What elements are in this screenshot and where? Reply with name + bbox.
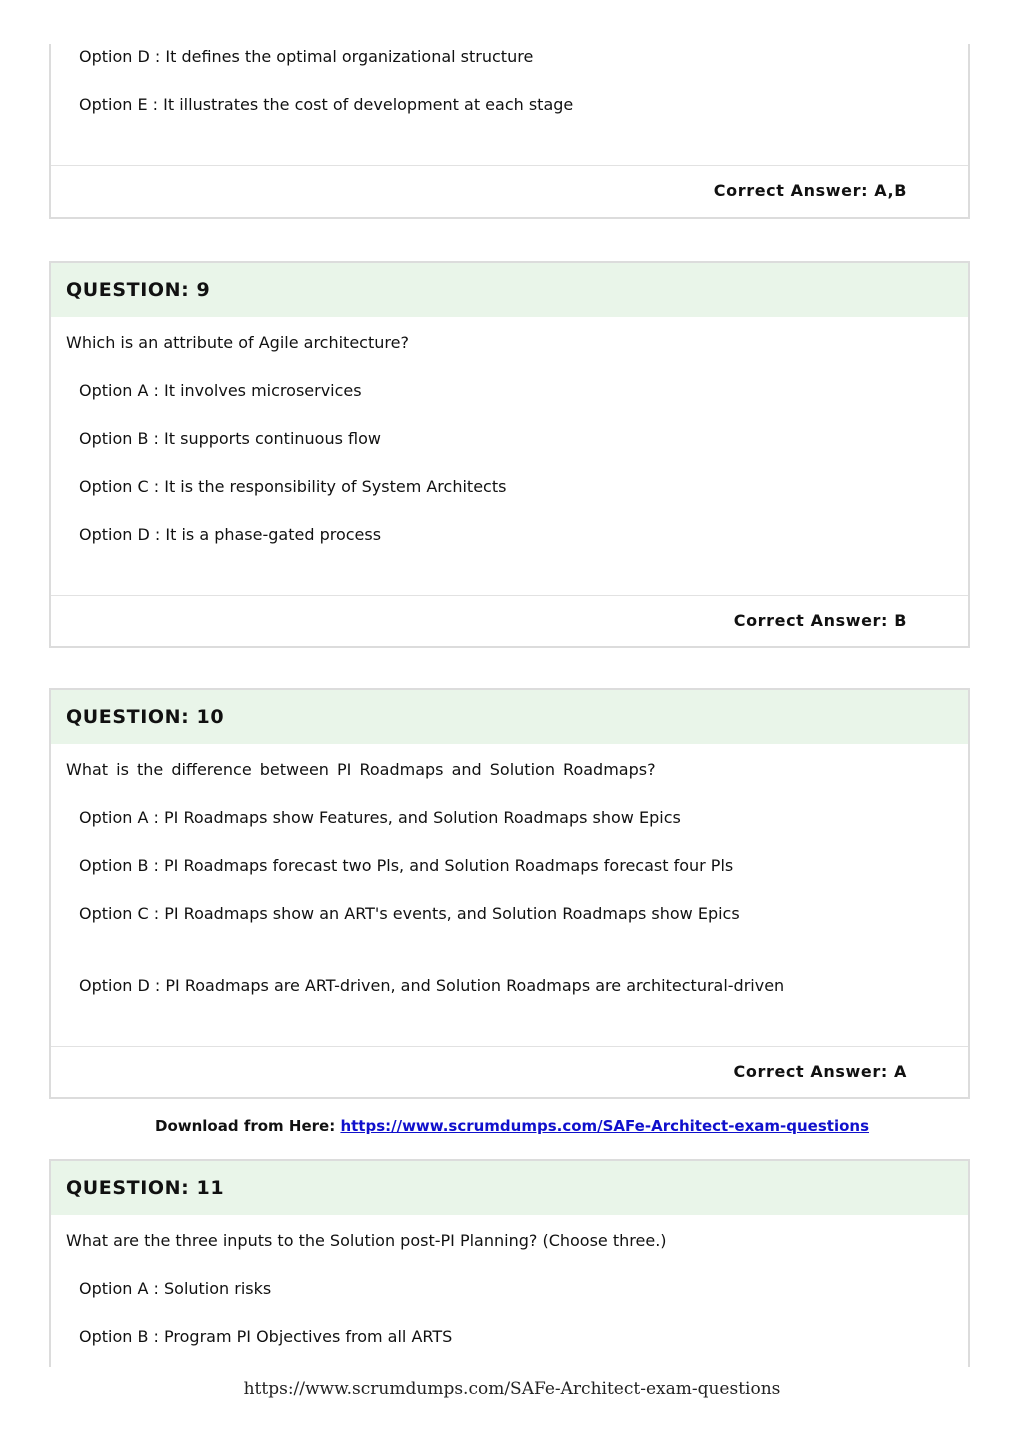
divider [51, 165, 968, 166]
option-a: Option A : Solution risks [79, 1279, 272, 1298]
download-link[interactable]: https://www.scrumdumps.com/SAFe-Architect-exam-questions [340, 1117, 869, 1135]
option-c: Option C : It is the responsibility of System Architects [79, 477, 507, 496]
question-card-10 [49, 688, 970, 1099]
option-a: Option A : PI Roadmaps show Features, and Solution Roadmaps show Epics [79, 808, 681, 827]
question-stem: What is the difference between PI Roadmaps and Solution Roadmaps? [66, 760, 656, 779]
question-title: QUESTION: 9 [51, 263, 968, 317]
question-stem: What are the three inputs to the Solution post-PI Planning? (Choose three.) [66, 1231, 667, 1250]
correct-answer: Correct Answer: B [733, 611, 907, 630]
option-b: Option B : It supports continuous flow [79, 429, 381, 448]
option-d: Option D : It defines the optimal organizational structure [79, 47, 534, 66]
question-stem: Which is an attribute of Agile architecture? [66, 333, 409, 352]
question-title: QUESTION: 10 [51, 690, 968, 744]
option-a: Option A : It involves microservices [79, 381, 362, 400]
option-c: Option C : PI Roadmaps show an ART's events, and Solution Roadmaps show Epics [79, 904, 740, 923]
option-d: Option D : It is a phase-gated process [79, 525, 382, 544]
option-b: Option B : Program PI Objectives from all ARTS [79, 1327, 453, 1346]
option-e: Option E : It illustrates the cost of development at each stage [79, 95, 574, 114]
download-label: Download from Here: [155, 1117, 336, 1135]
correct-answer: Correct Answer: A,B [713, 181, 907, 200]
correct-answer: Correct Answer: A [733, 1062, 907, 1081]
download-line [0, 1117, 1024, 1135]
divider [51, 595, 968, 596]
divider [51, 1046, 968, 1047]
question-title: QUESTION: 11 [51, 1161, 968, 1215]
footer-url: https://www.scrumdumps.com/SAFe-Architect-exam-questions [243, 1379, 781, 1399]
option-b: Option B : PI Roadmaps forecast two Pls, and Solution Roadmaps forecast four Pls [79, 856, 734, 875]
option-d: Option D : PI Roadmaps are ART-driven, and Solution Roadmaps are architectural-driven [79, 976, 785, 995]
question-card-8 [49, 44, 970, 219]
question-card-9 [49, 261, 970, 648]
question-card-11 [49, 1159, 970, 1367]
